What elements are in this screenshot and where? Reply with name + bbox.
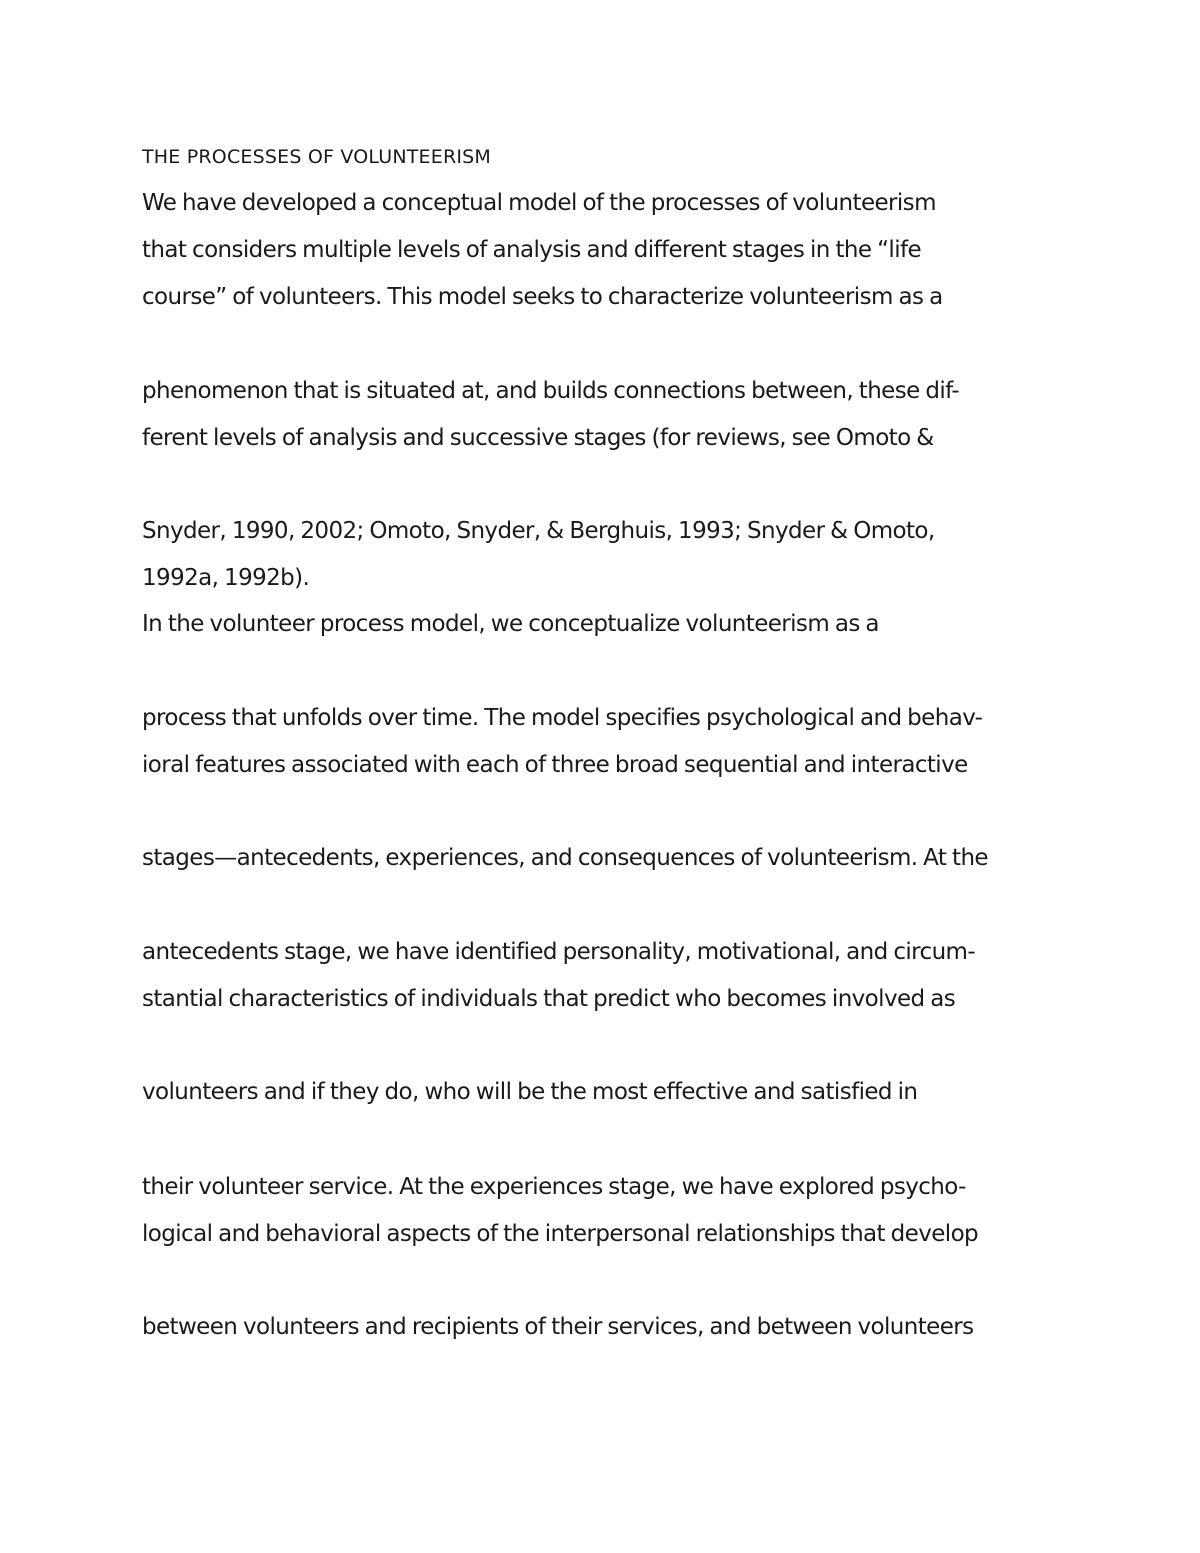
text-line-13: stantial characteristics of individuals that predict who becomes involved as [142,986,956,1012]
text-line-9: process that unfolds over time. The model specifies psychological and behav- [142,705,983,731]
text-line-8: In the volunteer process model, we conceptualize volunteerism as a [142,611,879,637]
section-heading: THE PROCESSES OF VOLUNTEERISM [142,146,492,168]
text-line-12: antecedents stage, we have identified personality, motivational, and circum- [142,939,976,965]
text-line-6: Snyder, 1990, 2002; Omoto, Snyder, & Berghuis, 1993; Snyder & Omoto, [142,518,935,544]
text-line-4: phenomenon that is situated at, and builds connections between, these dif- [142,378,960,404]
text-line-3: course” of volunteers. This model seeks to characterize volunteerism as a [142,284,943,310]
text-line-5: ferent levels of analysis and successive stages (for reviews, see Omoto & [142,425,934,451]
text-line-17: between volunteers and recipients of their services, and between volunteers [142,1314,974,1340]
text-line-15: their volunteer service. At the experiences stage, we have explored psycho- [142,1174,966,1200]
text-line-10: ioral features associated with each of three broad sequential and interactive [142,752,968,778]
text-line-7: 1992a, 1992b). [142,565,310,591]
text-line-11: stages—antecedents, experiences, and consequences of volunteerism. At the [142,845,988,871]
text-line-2: that considers multiple levels of analysis and different stages in the “life [142,237,922,263]
text-line-1: We have developed a conceptual model of the processes of volunteerism [142,190,936,216]
text-line-14: volunteers and if they do, who will be the most effective and satisfied in [142,1079,918,1105]
text-line-16: logical and behavioral aspects of the interpersonal relationships that develop [142,1221,979,1247]
